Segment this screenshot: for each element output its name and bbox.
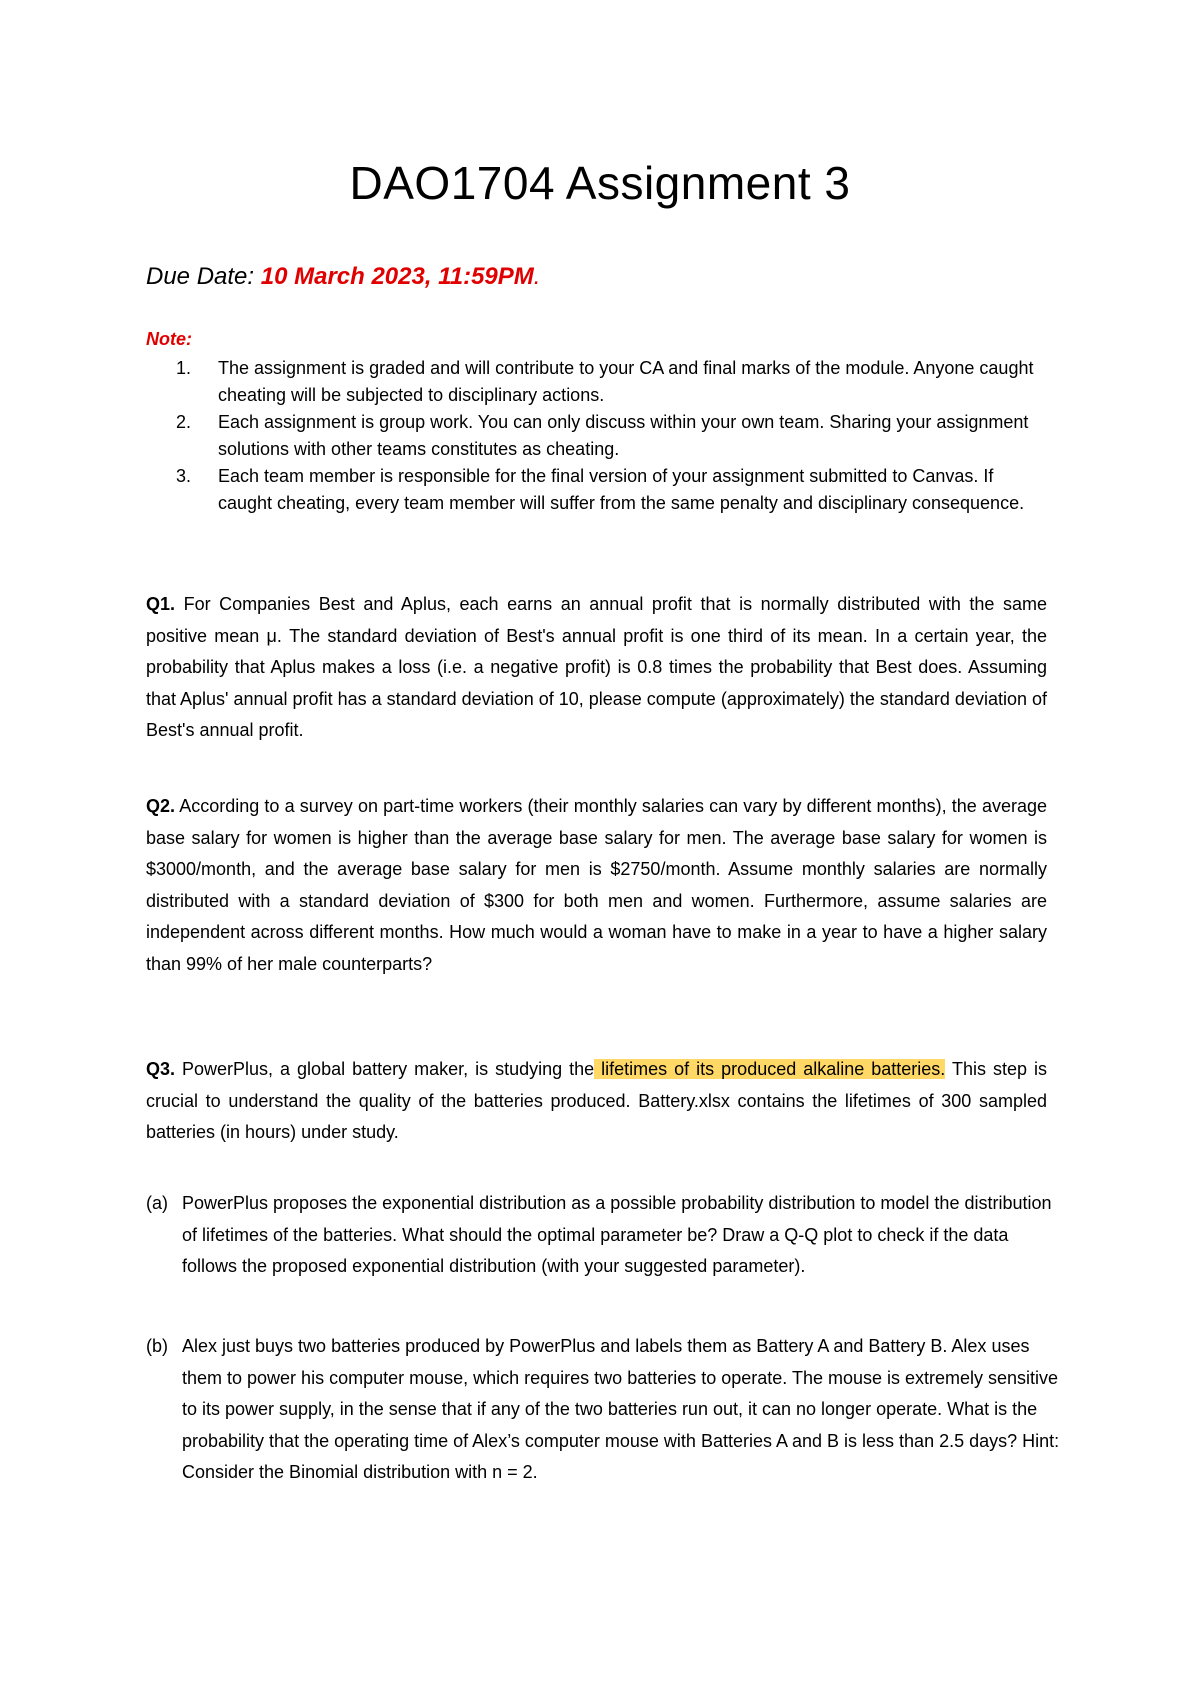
question-3-text-before: PowerPlus, a global battery maker, is studying the	[175, 1059, 595, 1079]
note-text: The assignment is graded and will contribute to your CA and final marks of the module. Anyone caught cheating will be subjected to disciplinary actions.	[218, 358, 1034, 405]
note-item	[146, 355, 1046, 408]
question-3b-text: Alex just buys two batteries produced by PowerPlus and labels them as Battery A and Battery B. Alex uses them to power his computer mouse, which requires two batteries to operate. The mouse is extremely sensitive to its power supply, in the sense that if any of the two batteries run out, it can no longer operate. What is the probability that the operating time of Alex’s computer mouse with Batteries A and B is less than 2.5 days? Hint: Consider the Binomial distribution with n = 2.	[182, 1336, 1060, 1482]
question-1	[146, 589, 1047, 747]
note-item	[146, 409, 1046, 462]
due-date-suffix: .	[533, 263, 541, 290]
question-2-text: According to a survey on part-time workers (their monthly salaries can vary by different months), the average base salary for women is higher than the average base salary for men. The average base salary for women is $3000/month, and the average base salary for men is $2750/month. Assume monthly salaries are normally distributed with a standard deviation of $300 for both men and women. Furthermore, assume salaries are independent across different months. How much would a woman have to make in a year to have a higher salary than 99% of her male counterparts?	[146, 796, 1047, 974]
question-3a-label: (a)	[146, 1193, 168, 1213]
question-3b	[146, 1331, 1066, 1489]
note-item	[146, 463, 1046, 516]
due-date-line	[146, 262, 540, 292]
note-number: 2.	[176, 412, 192, 432]
question-3	[146, 1054, 1047, 1149]
note-number: 1.	[176, 358, 192, 378]
page-title: DAO1704 Assignment 3	[349, 157, 851, 209]
note-text: Each assignment is group work. You can only discuss within your own team. Sharing your assignment solutions with other teams constitutes as cheating.	[218, 412, 1029, 459]
question-2	[146, 791, 1047, 980]
due-date-value: 10 March 2023, 11:59PM	[260, 263, 534, 290]
question-3-text-after: This step is crucial to understand the quality of the batteries produced. Battery.xlsx contains the lifetimes of 300 sampled batteries (in hours) under study.	[146, 1059, 1047, 1142]
note-label: Note:	[146, 329, 192, 349]
question-1-label: Q1.	[146, 594, 176, 614]
notes-list	[146, 355, 1046, 517]
note-number: 3.	[176, 466, 192, 486]
note-text: Each team member is responsible for the final version of your assignment submitted to Canvas. If caught cheating, every team member will suffer from the same penalty and disciplinary consequence.	[218, 466, 1025, 513]
question-3a-text: PowerPlus proposes the exponential distribution as a possible probability distribution to model the distribution of lifetimes of the batteries. What should the optimal parameter be? Draw a Q-Q plot to check if the data follows the proposed exponential distribution (with your suggested parameter).	[182, 1193, 1052, 1276]
question-3-label: Q3.	[146, 1059, 176, 1079]
question-2-label: Q2.	[146, 796, 176, 816]
question-3a	[146, 1188, 1066, 1283]
question-3-highlight: lifetimes of its produced alkaline batteries.	[594, 1059, 946, 1079]
question-3b-label: (b)	[146, 1336, 168, 1356]
question-1-text: For Companies Best and Aplus, each earns an annual profit that is normally distributed with the same positive mean μ. The standard deviation of Best's annual profit is one third of its mean. In a certain year, the probability that Aplus makes a loss (i.e. a negative profit) is 0.8 times the probability that Best does. Assuming that Aplus' annual profit has a standard deviation of 10, please compute (approximately) the standard deviation of Best's annual profit.	[146, 594, 1048, 740]
due-date-label: Due Date:	[146, 263, 255, 290]
